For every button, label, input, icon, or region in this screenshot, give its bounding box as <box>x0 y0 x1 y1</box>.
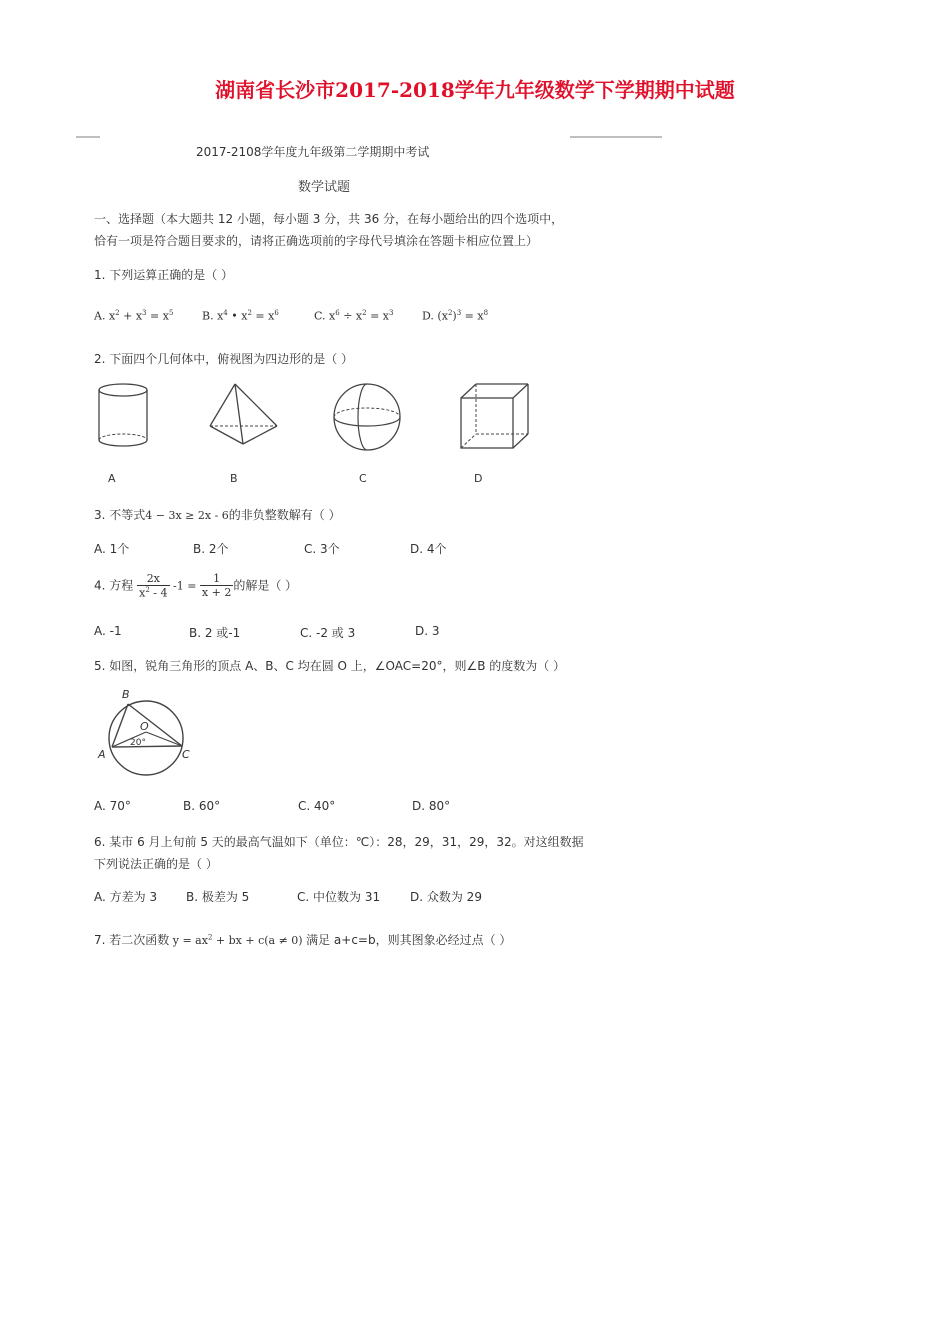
q5-option-b: B. 60° <box>183 799 221 813</box>
q5-label-angle: 20° <box>130 738 146 748</box>
q5-option-d: D. 80° <box>412 799 451 813</box>
q6-stem-1: 6. 某市 6 月上旬前 5 天的最高气温如下（单位：℃）：28，29，31，29，32。对这组数据 <box>94 835 584 849</box>
q1-option-d-letter: D. <box>422 309 434 323</box>
q1-stem: 1. 下列运算正确的是（ ） <box>94 268 234 282</box>
q5-option-a: A. 70° <box>94 799 131 813</box>
q4-option-a: A. -1 <box>94 624 122 638</box>
q3-stem-post: 的非负整数解有（ ） <box>228 508 341 522</box>
cylinder-figure <box>94 380 156 452</box>
q1-option-a-letter: A. <box>94 309 106 323</box>
q4-option-b: B. 2 或-1 <box>189 626 241 640</box>
q3-stem-pre: 3. 不等式 <box>94 508 146 522</box>
sphere-figure <box>330 380 404 454</box>
q6-stem-2: 下列说法正确的是（ ） <box>94 857 218 871</box>
section-instructions-2: 恰有一项是符合题目要求的，请将正确选项前的字母代号填涂在答题卡相应位置上） <box>94 234 539 248</box>
q4-stem: 4. 方程 $\frac{2x}{x^2 - 4}$ -1 = $\frac{1}{x + 2}$ 的解是（ ） <box>94 572 298 600</box>
q3-inequality: 4 − 3x ≥ 2x - 6 <box>145 509 229 522</box>
q6-option-d: D. 众数为 29 <box>410 890 482 904</box>
q3-option-b: B. 2个 <box>193 542 229 556</box>
q1-option-c-letter: C. <box>314 309 326 323</box>
q5-label-c: C <box>182 748 190 761</box>
q2-stem: 2. 下面四个几何体中，俯视图为四边形的是（ ） <box>94 352 354 366</box>
q5-option-c: C. 40° <box>298 799 336 813</box>
q1-option-d: D. $(x^2)^3 = x^8$ <box>422 309 489 323</box>
q7-stem-pre: 7. 若二次函数 <box>94 933 170 947</box>
q4-stem-pre: 4. 方程 <box>94 578 134 593</box>
q7-stem <box>94 931 511 948</box>
pyramid-figure <box>205 380 281 452</box>
q2-label-a: A <box>108 472 116 485</box>
q2-label-d: D <box>474 472 483 485</box>
q4-option-d: D. 3 <box>415 624 440 638</box>
q4-fraction-left: $\frac{2x}{x^2 - 4}$ <box>139 572 168 600</box>
q4-option-c: C. -2 或 3 <box>300 626 356 640</box>
q2-label-b: B <box>230 472 238 485</box>
section-instructions-1: 一、选择题（本大题共 12 小题，每小题 3 分，共 36 分，在每小题给出的四个选项中， <box>94 212 564 226</box>
q4-fraction-right: $\frac{1}{x + 2}$ <box>201 572 232 600</box>
q5-label-o: O <box>140 720 149 733</box>
q2-label-c: C <box>359 472 367 485</box>
q5-label-b: B <box>122 688 130 701</box>
q3-stem <box>94 506 341 523</box>
q3-option-c: C. 3个 <box>304 542 340 556</box>
scan-edge-left <box>76 136 100 138</box>
q5-label-a: A <box>98 748 106 761</box>
q3-option-d: D. 4个 <box>410 542 447 556</box>
q6-option-c: C. 中位数为 31 <box>297 890 381 904</box>
q1-option-a: A. $x^2 + x^3 = x^5$ <box>94 309 174 323</box>
q7-function: $y = ax^2$ + bx + c(a ≠ 0) <box>169 933 307 947</box>
q1-option-c: C. $x^6 \div x^2 = x^3$ <box>314 309 394 323</box>
q4-stem-post: 的解是（ ） <box>233 578 298 593</box>
q1-option-b-letter: B. <box>202 309 214 323</box>
cube-figure <box>456 380 532 452</box>
q6-option-a: A. 方差为 3 <box>94 890 158 904</box>
q7-stem-post: 满足 a+c=b，则其图象必经过点（ ） <box>306 933 512 947</box>
main-title: 湖南省长沙市2017-2018学年九年级数学下学期期中试题 <box>215 78 735 102</box>
q6-option-b: B. 极差为 5 <box>186 890 250 904</box>
q3-option-a: A. 1个 <box>94 542 130 556</box>
exam-subject: 数学试题 <box>298 180 351 195</box>
exam-header: 2017-2108学年度九年级第二学期期中考试 <box>196 145 430 159</box>
q5-stem: 5. 如图，锐角三角形的顶点 A、B、C 均在圆 O 上，∠OAC=20°，则∠B 的度数为（ ） <box>94 659 566 673</box>
q1-option-b: B. $x^4$ • $x^2 = x^6$ <box>202 309 279 323</box>
scan-edge-right <box>570 136 662 138</box>
